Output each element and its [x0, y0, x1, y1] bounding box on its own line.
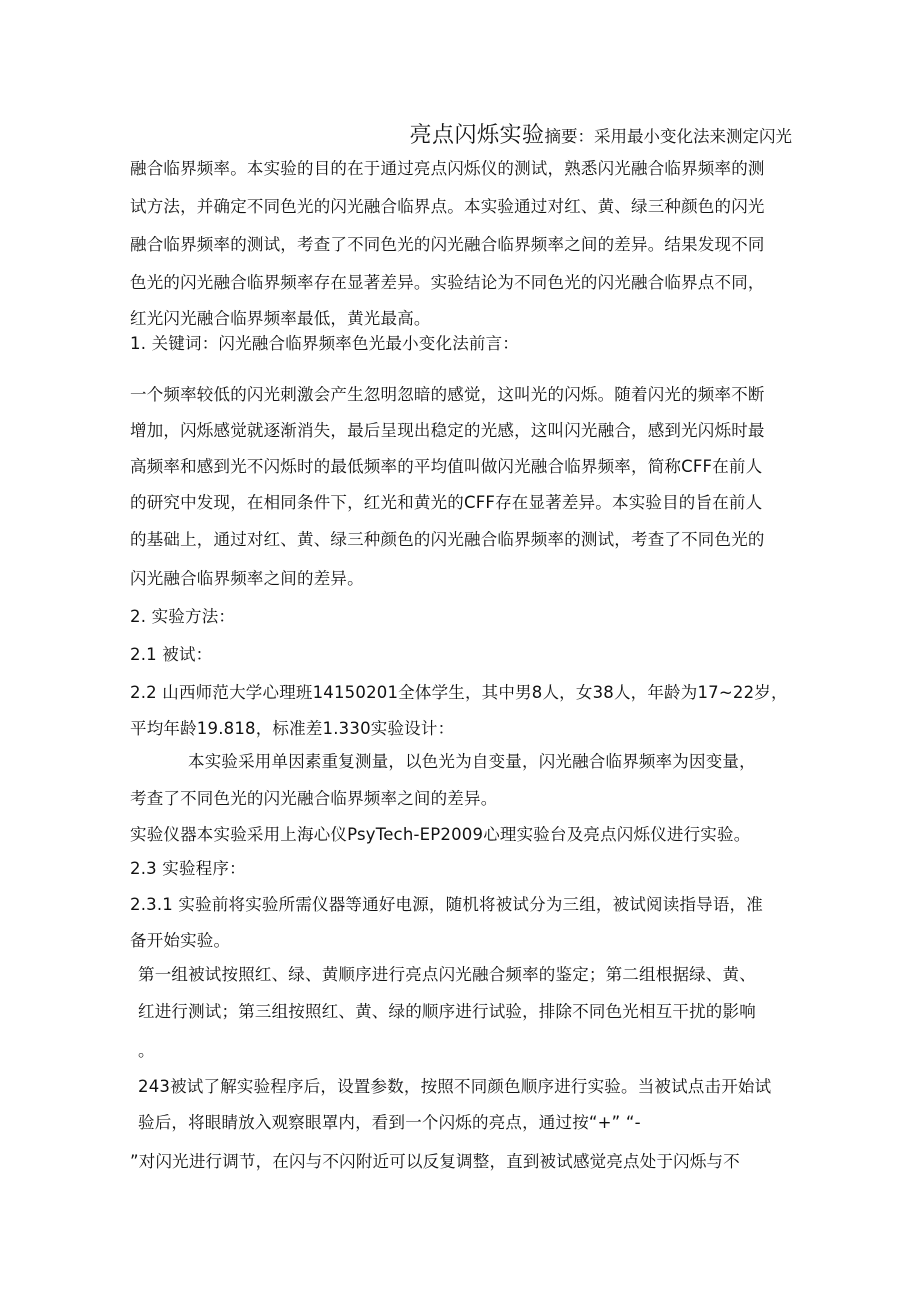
steps-line: 验后，将眼睛放入观察眼罩内，看到一个闪烁的亮点，通过按“+” “- — [138, 1113, 641, 1132]
method-heading: 2. 实验方法： — [130, 607, 236, 626]
subjects-line: 2.2 山西师范大学心理班14150201全体学生，其中男8人，女38人，年龄为17~22岁， — [130, 683, 788, 702]
procedure-line: 备开始实验。 — [130, 931, 231, 950]
procedure-heading: 2.3 实验程序： — [130, 859, 246, 878]
group-line: 。 — [138, 1041, 155, 1060]
title-line — [409, 118, 792, 149]
design-line: 本实验采用单因素重复测量，以色光为自变量，闪光融合临界频率为因变量， — [188, 752, 756, 771]
doc-title: 亮点闪烁实验 — [409, 123, 545, 148]
abstract-line: 融合临界频率。本实验的目的在于通过亮点闪烁仪的测试，熟悉闪光融合临界频率的测 — [130, 159, 765, 178]
keywords-line: 1. 关键词：闪光融合临界频率色光最小变化法前言： — [130, 334, 519, 353]
procedure-line: 2.3.1 实验前将实验所需仪器等通好电源，随机将被试分为三组，被试阅读指导语，准 — [130, 895, 763, 914]
intro-line: 高频率和感到光不闪烁时的最低频率的平均值叫做闪光融合临界频率，简称CFF在前人 — [130, 457, 763, 476]
abstract-line: 红光闪光融合临界频率最低，黄光最高。 — [130, 309, 431, 328]
subjects-line: 平均年龄19.818，标准差1.330实验设计： — [130, 719, 455, 738]
intro-line: 的基础上，通过对红、黄、绿三种颜色的闪光融合临界频率的测试，考查了不同色光的 — [130, 530, 765, 549]
steps-line: ”对闪光进行调节，在闪与不闪附近可以反复调整，直到被试感觉亮点处于闪烁与不 — [130, 1152, 740, 1171]
abstract-line: 试方法，并确定不同色光的闪光融合临界点。本实验通过对红、黄、绿三种颜色的闪光 — [130, 197, 765, 216]
steps-line: 243被试了解实验程序后，设置参数，按照不同颜色顺序进行实验。当被试点击开始试 — [138, 1077, 772, 1096]
intro-line: 一个频率较低的闪光刺激会产生忽明忽暗的感觉，这叫光的闪烁。随着闪光的频率不断 — [130, 385, 765, 404]
abstract-lead: 摘要：采用最小变化法来测定闪光 — [544, 127, 792, 146]
intro-line: 增加，闪烁感觉就逐渐消失，最后呈现出稳定的光感，这叫闪光融合，感到光闪烁时最 — [130, 421, 765, 440]
group-line: 第一组被试按照红、绿、黄顺序进行亮点闪光融合频率的鉴定；第二组根据绿、黄、 — [138, 965, 756, 984]
abstract-line: 融合临界频率的测试，考查了不同色光的闪光融合临界频率之间的差异。结果发现不同 — [130, 235, 765, 254]
intro-line: 的研究中发现，在相同条件下，红光和黄光的CFF存在显著差异。本实验目的旨在前人 — [130, 493, 763, 512]
subjects-heading: 2.1 被试： — [130, 645, 213, 664]
group-line: 红进行测试；第三组按照红、黄、绿的顺序进行试验，排除不同色光相互干扰的影响 — [138, 1002, 756, 1021]
abstract-line: 色光的闪光融合临界频率存在显著差异。实验结论为不同色光的闪光融合临界点不同， — [130, 273, 765, 292]
apparatus-line: 实验仪器本实验采用上海心仪PsyTech-EP2009心理实验台及亮点闪烁仪进行实验。 — [130, 825, 751, 844]
design-line: 考查了不同色光的闪光融合临界频率之间的差异。 — [130, 789, 498, 808]
intro-line: 闪光融合临界频率之间的差异。 — [130, 569, 364, 588]
